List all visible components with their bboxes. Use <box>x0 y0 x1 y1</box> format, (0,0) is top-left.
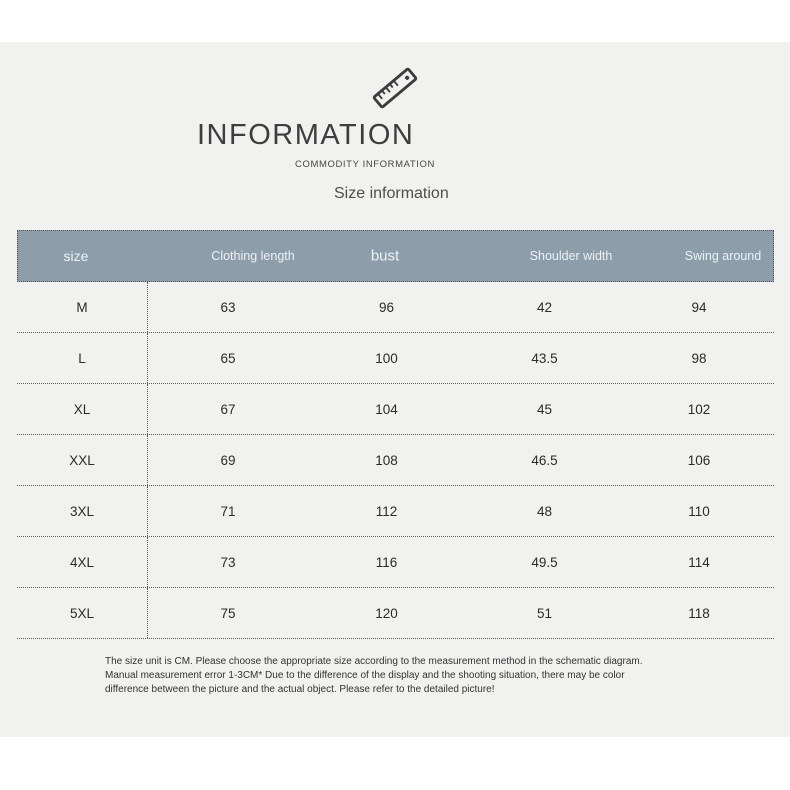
column-header-clothing-length: Clothing length <box>211 249 295 263</box>
shoulder-width-value: 46.5 <box>531 452 558 468</box>
disclaimer-line: difference between the picture and the actual object. Please refer to the detailed picture! <box>105 683 495 695</box>
page-subtitle: COMMODITY INFORMATION <box>295 159 435 170</box>
swing-around-value: 114 <box>688 554 710 570</box>
table-row <box>17 588 774 639</box>
clothing-length-value: 67 <box>220 401 236 417</box>
shoulder-width-value: 49.5 <box>531 554 558 570</box>
clothing-length-value: 75 <box>220 605 236 621</box>
column-header-bust: bust <box>370 247 400 265</box>
section-title: Size information <box>334 185 449 202</box>
column-header-size: size <box>63 248 89 264</box>
column-header-shoulder-width: Shoulder width <box>529 249 613 263</box>
swing-around-value: 110 <box>688 503 710 519</box>
bust-value: 116 <box>375 554 398 570</box>
table-row <box>17 333 774 384</box>
size-table <box>17 230 774 639</box>
table-row <box>17 282 774 333</box>
disclaimer-line: The size unit is CM. Please choose the appropriate size according to the measurement method in the schematic diagram. <box>105 656 643 667</box>
size-disclaimer <box>105 655 665 696</box>
bust-value: 112 <box>375 503 398 519</box>
shoulder-width-value: 43.5 <box>531 350 558 366</box>
clothing-length-value: 69 <box>220 452 236 468</box>
shoulder-width-value: 45 <box>536 401 553 417</box>
size-label: XL <box>17 384 148 434</box>
ruler-icon <box>366 60 424 116</box>
table-row <box>17 435 774 486</box>
size-label: 5XL <box>17 588 148 638</box>
disclaimer-line: Manual measurement error 1-3CM* Due to the difference of the display and the shooting situation, there may be color <box>105 669 625 681</box>
bust-value: 100 <box>375 350 398 366</box>
swing-around-value: 94 <box>691 299 707 315</box>
column-header-swing-around: Swing around <box>684 249 762 263</box>
size-label: 3XL <box>17 486 148 536</box>
shoulder-width-value: 51 <box>536 605 553 621</box>
table-row <box>17 537 774 588</box>
bust-value: 96 <box>378 299 395 315</box>
swing-around-value: 102 <box>687 401 711 417</box>
page-title: INFORMATION <box>197 119 415 151</box>
bust-value: 120 <box>375 605 398 621</box>
shoulder-width-value: 48 <box>536 503 553 519</box>
clothing-length-value: 65 <box>220 350 236 366</box>
size-table-header <box>17 230 774 282</box>
bust-value: 104 <box>375 401 398 417</box>
size-label: 4XL <box>17 537 148 587</box>
bust-value: 108 <box>375 452 398 468</box>
clothing-length-value: 71 <box>220 503 236 519</box>
clothing-length-value: 63 <box>220 299 236 315</box>
size-label: XXL <box>17 435 148 485</box>
swing-around-value: 98 <box>691 350 707 366</box>
swing-around-value: 106 <box>687 452 711 468</box>
table-row <box>17 486 774 537</box>
clothing-length-value: 73 <box>220 554 236 570</box>
swing-around-value: 118 <box>688 605 710 621</box>
table-row <box>17 384 774 435</box>
shoulder-width-value: 42 <box>536 299 553 315</box>
size-label: L <box>17 333 148 383</box>
size-label: M <box>17 282 148 332</box>
